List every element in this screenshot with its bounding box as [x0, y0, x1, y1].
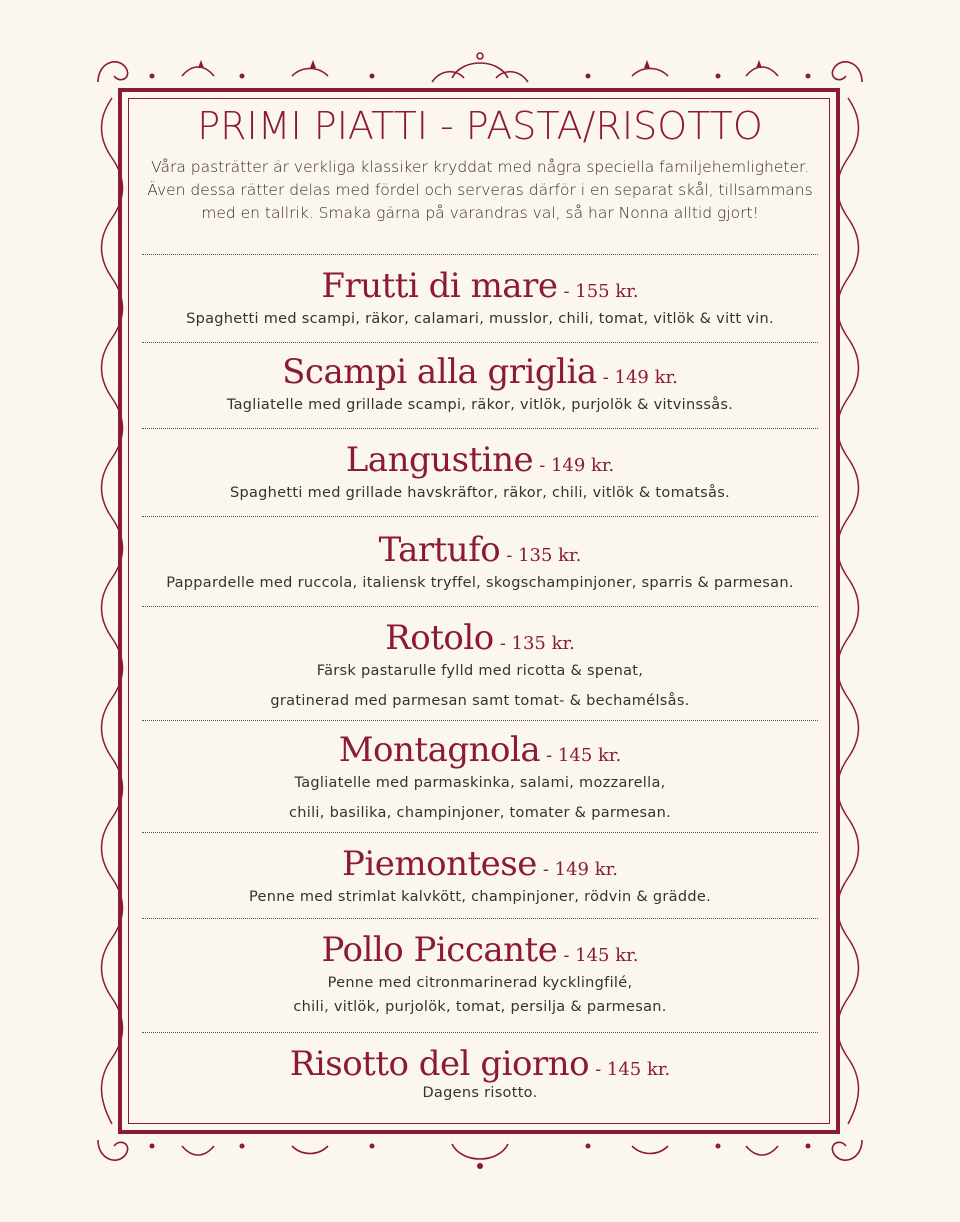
divider [142, 918, 818, 919]
divider [142, 720, 818, 721]
dish-description: Tagliatelle med grillade scampi, räkor, vitlök, purjolök & vitvinssås. [226, 397, 734, 413]
divider [142, 516, 818, 517]
intro-line: Våra pasträtter är verkliga klassiker kryddat med några speciella familjehemligheter. [151, 158, 809, 176]
dish-description: Dagens risotto. [422, 1085, 538, 1101]
dish-price: - 135 kr. [506, 545, 582, 566]
dish-rotolo [140, 618, 820, 714]
dish-name: Tartufo [378, 530, 501, 570]
dish-name: Montagnola [338, 730, 541, 770]
dish-name: Scampi alla griglia [282, 352, 597, 392]
bottom-ornament-border [92, 1134, 868, 1174]
dish-description: Penne med strimlat kalvkött, champinjoner, rödvin & grädde. [249, 889, 711, 905]
divider [142, 606, 818, 607]
dish-description: Spaghetti med scampi, räkor, calamari, musslor, chili, tomat, vitlök & vitt vin. [186, 311, 774, 327]
dish-langustine [140, 440, 820, 506]
dish-description: chili, basilika, champinjoner, tomater & parmesan. [289, 805, 671, 821]
dish-name: Rotolo [385, 618, 494, 658]
dish-description: gratinerad med parmesan samt tomat- & bechamélsås. [270, 693, 690, 709]
dish-price: - 145 kr. [546, 745, 622, 766]
dish-price: - 135 kr. [499, 633, 575, 654]
dish-montagnola [140, 730, 820, 826]
dish-price: - 149 kr. [539, 455, 615, 476]
dish-scampi-alla-griglia [140, 352, 820, 418]
dish-description: chili, vitlök, purjolök, tomat, persilja & parmesan. [293, 999, 667, 1015]
dish-name: Piemontese [342, 844, 537, 884]
menu-title: PRIMI PIATTI - PASTA/RISOTTO [197, 104, 763, 148]
dish-risotto-del-giorno [140, 1044, 820, 1102]
dish-price: - 145 kr. [595, 1059, 671, 1080]
dish-price: - 149 kr. [602, 367, 678, 388]
divider [142, 1032, 818, 1033]
dish-description: Tagliatelle med parmaskinka, salami, mozzarella, [294, 775, 666, 791]
divider [142, 342, 818, 343]
dish-name: Pollo Piccante [321, 930, 558, 970]
dish-description: Penne med citronmarinerad kycklingfilé, [327, 975, 633, 991]
divider [142, 254, 818, 255]
dish-pollo-piccante [140, 930, 820, 1020]
intro-line: Även dessa rätter delas med fördel och serveras därför i en separat skål, tillsammans [147, 181, 813, 199]
dish-description: Spaghetti med grillade havskräftor, räkor, chili, vitlök & tomatsås. [229, 485, 730, 501]
dish-price: - 149 kr. [542, 859, 618, 880]
divider [142, 428, 818, 429]
dish-name: Risotto del giorno [289, 1044, 590, 1084]
divider [142, 832, 818, 833]
dish-description: Färsk pastarulle fylld med ricotta & spenat, [316, 663, 644, 679]
dish-piemontese [140, 844, 820, 910]
dish-name: Frutti di mare [321, 266, 558, 306]
intro-line: med en tallrik. Smaka gärna på varandras val, så har Nonna alltid gjort! [201, 204, 759, 222]
dish-price: - 145 kr. [563, 945, 639, 966]
top-ornament-border [92, 48, 868, 88]
dish-price: - 155 kr. [563, 281, 639, 302]
dish-name: Langustine [345, 440, 534, 480]
dish-tartufo [140, 530, 820, 596]
dish-description: Pappardelle med ruccola, italiensk tryffel, skogschampinjoner, sparris & parmesan. [166, 575, 794, 591]
dish-frutti-di-mare [140, 266, 820, 332]
menu-intro [140, 156, 820, 225]
